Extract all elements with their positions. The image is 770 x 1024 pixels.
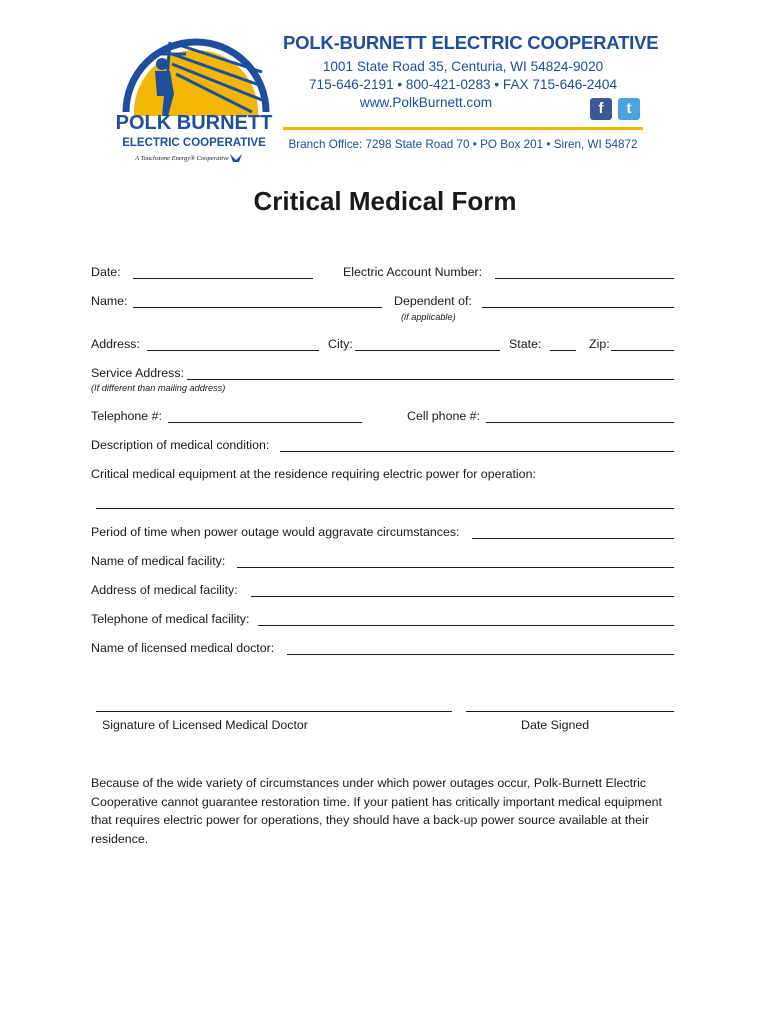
address-field[interactable] (147, 350, 319, 351)
twitter-icon[interactable]: t (618, 98, 640, 120)
facility-address-field[interactable] (251, 596, 674, 597)
condition-label: Description of medical condition: (91, 438, 270, 452)
doctor-field[interactable] (287, 654, 674, 655)
signature-field[interactable] (96, 711, 452, 712)
doctor-label: Name of licensed medical doctor: (91, 641, 275, 655)
company-address: 1001 State Road 35, Centuria, WI 54824-9020 (322, 59, 604, 74)
company-phones: 715-646-2191 • 800-421-0283 • FAX 715-646-2404 (308, 77, 618, 92)
cell-phone-field[interactable] (486, 422, 674, 423)
account-number-field[interactable] (495, 278, 674, 279)
period-label: Period of time when power outage would aggravate circumstances: (91, 525, 460, 539)
facility-address-label: Address of medical facility: (91, 583, 238, 597)
facility-name-field[interactable] (237, 567, 674, 568)
telephone-field[interactable] (168, 422, 362, 423)
account-number-label: Electric Account Number: (343, 265, 483, 279)
logo-tagline: A Touchstone Energy® Cooperative (135, 155, 229, 162)
date-field[interactable] (133, 278, 313, 279)
state-label: State: (509, 337, 542, 351)
name-label: Name: (91, 294, 128, 308)
logo-line2: ELECTRIC COOPERATIVE (122, 137, 266, 149)
service-address-label: Service Address: (91, 366, 184, 380)
address-label: Address: (91, 337, 140, 351)
equipment-label: Critical medical equipment at the residence requiring electric power for operation: (91, 467, 536, 481)
equipment-field[interactable] (96, 508, 674, 509)
zip-field[interactable] (611, 350, 674, 351)
logo-line1: POLK BURNETT (115, 112, 273, 134)
header-rule (283, 127, 643, 130)
date-signed-label: Date Signed (521, 718, 590, 732)
dependent-note: (if applicable) (401, 312, 456, 322)
city-field[interactable] (355, 350, 500, 351)
service-address-field[interactable] (187, 379, 674, 380)
city-label: City: (328, 337, 353, 351)
cell-phone-label: Cell phone #: (407, 409, 481, 423)
branch-office: Branch Office: 7298 State Road 70 • PO Box 201 • Siren, WI 54872 (288, 138, 638, 151)
date-label: Date: (91, 265, 121, 279)
company-website[interactable]: www.PolkBurnett.com (359, 95, 493, 110)
condition-field[interactable] (280, 451, 674, 452)
facebook-icon[interactable]: f (590, 98, 612, 120)
date-signed-field[interactable] (466, 711, 674, 712)
dependent-label: Dependent of: (394, 294, 472, 308)
zip-label: Zip: (589, 337, 610, 351)
touchstone-icon (230, 154, 242, 162)
period-field[interactable] (472, 538, 674, 539)
state-field[interactable] (550, 350, 576, 351)
dependent-field[interactable] (482, 307, 674, 308)
name-field[interactable] (133, 307, 382, 308)
form-title: Critical Medical Form (253, 186, 517, 216)
facility-phone-field[interactable] (258, 625, 674, 626)
facility-phone-label: Telephone of medical facility: (91, 612, 250, 626)
facility-name-label: Name of medical facility: (91, 554, 226, 568)
company-name: POLK-BURNETT ELECTRIC COOPERATIVE (283, 32, 659, 53)
telephone-label: Telephone #: (91, 409, 162, 423)
service-address-note: (If different than mailing address) (91, 383, 226, 393)
disclaimer-text: Because of the wide variety of circumstances under which power outages occur, Polk-Burnett Electric Cooperative cannot guarantee restoration time. If your patient has critically important medical equipment that requires electric power for operations, they should have a back-up power source available at their residence. (91, 776, 662, 846)
signature-label: Signature of Licensed Medical Doctor (102, 718, 308, 732)
